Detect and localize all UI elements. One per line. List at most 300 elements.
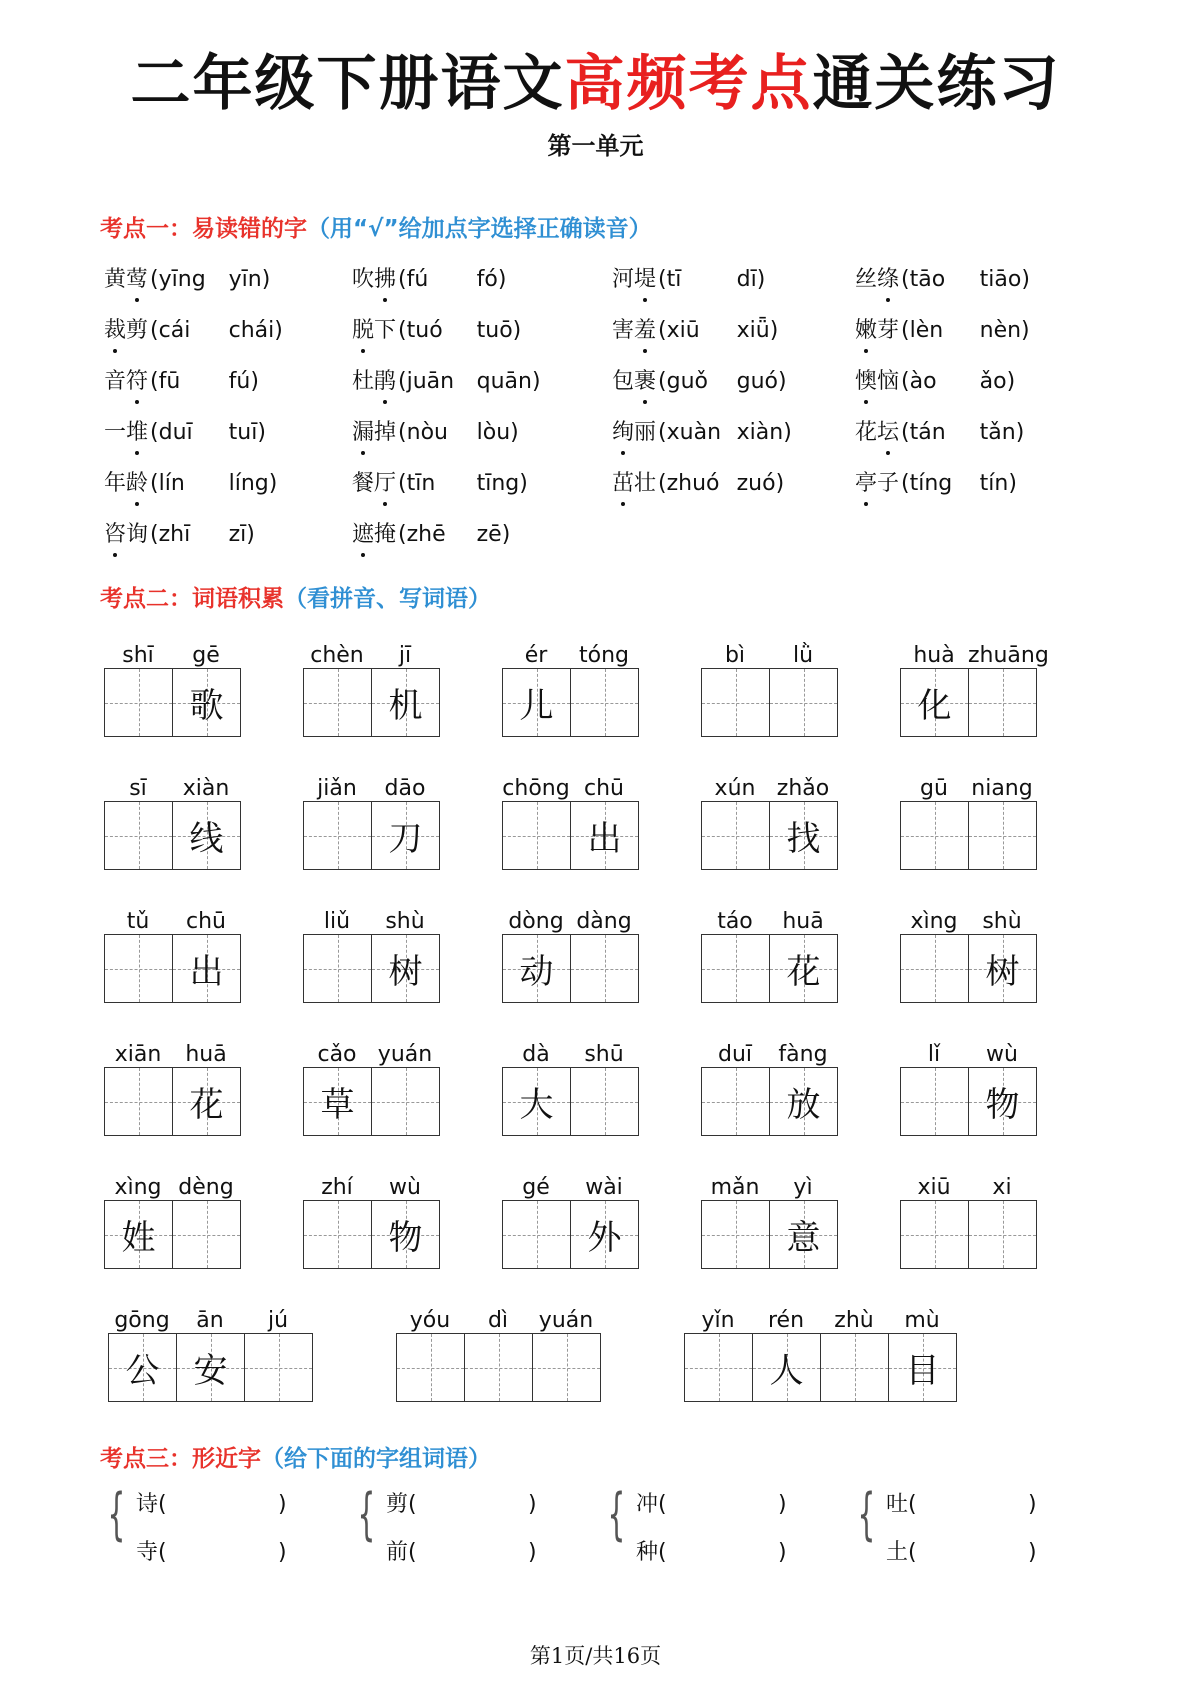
pinyin: chū	[584, 776, 624, 801]
hanzi: 丝	[855, 267, 878, 292]
section-hint: （用“√”给加点字选择正确读音）	[307, 216, 652, 242]
writing-cell[interactable]	[702, 802, 770, 869]
writing-cell	[177, 1334, 245, 1401]
hanzi: 找	[786, 819, 821, 859]
hanzi: 羞	[634, 313, 656, 344]
pinyin-row	[502, 1035, 639, 1067]
tianzige-boxes	[701, 668, 838, 737]
reading-item	[352, 466, 528, 497]
pinyin-options: (cái chái)	[150, 318, 283, 343]
pinyin-option[interactable]: zhī	[158, 522, 191, 547]
page-title	[0, 36, 1191, 122]
paren-open: (	[158, 1492, 167, 1517]
pinyin-row	[900, 902, 1037, 934]
brace-icon: {	[107, 1482, 126, 1547]
pinyin: zhù	[834, 1308, 874, 1333]
word-fill-row	[886, 1485, 1037, 1533]
tianzige-boxes	[502, 1067, 639, 1136]
pinyin-option[interactable]: dī	[736, 267, 757, 292]
pinyin-row	[303, 769, 440, 801]
hanzi: 脱	[352, 313, 374, 344]
pinyin-options: (tíng tín)	[901, 471, 1017, 496]
pinyin: xiàn	[182, 776, 230, 801]
pinyin-options: (nòu lòu)	[398, 420, 519, 445]
word-box-group	[502, 769, 639, 870]
pinyin-row	[701, 769, 838, 801]
writing-cell[interactable]	[821, 1334, 889, 1401]
pinyin-option[interactable]: tīng	[476, 471, 520, 496]
writing-cell	[173, 935, 240, 1002]
tianzige-boxes	[303, 1200, 440, 1269]
pinyin: wù	[986, 1042, 1018, 1067]
pinyin-option[interactable]: lèn	[909, 318, 944, 343]
reading-item	[612, 415, 792, 446]
writing-cell[interactable]	[105, 669, 173, 736]
hanzi: 懊	[855, 364, 877, 395]
writing-cell[interactable]	[304, 669, 372, 736]
answer-blank[interactable]: )	[278, 1492, 287, 1517]
writing-cell[interactable]	[105, 935, 173, 1002]
writing-cell	[503, 935, 571, 1002]
pinyin-option[interactable]: líng	[228, 471, 269, 496]
word-box-group	[701, 1035, 838, 1136]
pinyin-option[interactable]: tuī	[228, 420, 258, 445]
pinyin-row	[303, 1035, 440, 1067]
pinyin-options: (tī dī)	[658, 267, 766, 292]
hanzi: 漏	[352, 415, 374, 446]
pinyin-row	[303, 1168, 440, 1200]
pinyin-option[interactable]: guǒ	[666, 369, 708, 394]
brace-icon: {	[607, 1482, 626, 1547]
writing-cell[interactable]	[969, 1201, 1036, 1268]
pinyin: tǔ	[126, 909, 150, 934]
pinyin: wài	[585, 1175, 623, 1200]
hanzi: 前	[386, 1540, 409, 1565]
writing-cell[interactable]	[304, 935, 372, 1002]
writing-cell[interactable]	[173, 1201, 240, 1268]
writing-cell[interactable]	[571, 1068, 638, 1135]
paren-open: (	[408, 1540, 417, 1565]
tianzige-boxes	[900, 801, 1037, 870]
hanzi: 遮	[352, 517, 374, 548]
pinyin-option[interactable]: tiāo	[979, 267, 1022, 292]
writing-cell[interactable]	[503, 802, 571, 869]
writing-cell	[372, 935, 439, 1002]
pinyin-option[interactable]: cái	[158, 318, 191, 343]
writing-cell[interactable]	[245, 1334, 312, 1401]
hanzi: 丽	[634, 420, 657, 445]
pinyin: yǐn	[701, 1308, 735, 1333]
word-box-group	[502, 1168, 639, 1269]
answer-blank[interactable]: )	[1028, 1492, 1037, 1517]
writing-cell	[372, 1201, 439, 1268]
hanzi: 物	[388, 1218, 423, 1258]
writing-cell[interactable]	[571, 669, 638, 736]
writing-cell[interactable]	[901, 802, 969, 869]
answer-blank[interactable]: )	[528, 1492, 537, 1517]
pinyin: jī	[398, 643, 412, 668]
pinyin-options: (fū fú)	[150, 369, 259, 394]
tianzige-boxes	[108, 1333, 313, 1402]
pinyin: xiū	[917, 1175, 951, 1200]
pinyin: fàng	[778, 1042, 828, 1067]
hanzi: 壮	[634, 471, 657, 496]
reading-item	[104, 517, 255, 548]
paren-open: (	[658, 1492, 667, 1517]
word-fill-row	[636, 1485, 787, 1533]
hanzi: 裹	[634, 364, 656, 395]
hanzi: 黄	[104, 267, 127, 292]
pinyin: chèn	[310, 643, 364, 668]
writing-cell	[969, 935, 1036, 1002]
hanzi: 掉	[374, 420, 397, 445]
tianzige-boxes	[502, 801, 639, 870]
word-box-group	[104, 1168, 241, 1269]
pinyin: xiān	[114, 1042, 162, 1067]
hanzi: 一	[104, 420, 127, 445]
writing-cell	[901, 669, 969, 736]
hanzi: 坛	[877, 415, 899, 446]
writing-cell	[372, 669, 439, 736]
writing-cell	[770, 935, 837, 1002]
hanzi: 餐	[352, 471, 375, 496]
pinyin: tóng	[579, 643, 629, 668]
hanzi: 子	[877, 471, 900, 496]
pinyin-row	[900, 636, 1049, 668]
pinyin-row	[108, 1301, 313, 1333]
pinyin-option[interactable]: fú	[406, 267, 429, 292]
writing-cell	[173, 669, 240, 736]
pinyin-options: (tīn tīng)	[398, 471, 528, 496]
pinyin-option[interactable]: xiū	[666, 318, 700, 343]
reading-item	[104, 415, 266, 446]
tianzige-boxes	[684, 1333, 957, 1402]
hanzi: 目	[905, 1351, 940, 1391]
writing-cell[interactable]	[702, 935, 770, 1002]
pinyin: mù	[904, 1308, 940, 1333]
word-box-group	[701, 769, 838, 870]
writing-cell[interactable]	[465, 1334, 533, 1401]
answer-blank[interactable]: )	[778, 1492, 787, 1517]
pinyin-option[interactable]: tǎn	[979, 420, 1016, 445]
pinyin-option[interactable]: juān	[406, 369, 455, 394]
pinyin-options: (guǒ guó)	[658, 369, 787, 394]
writing-cell[interactable]	[105, 802, 173, 869]
pinyin-options: (lèn nèn)	[901, 318, 1030, 343]
section-hint: （看拼音、写词语）	[284, 586, 491, 612]
pinyin-option[interactable]: tuó	[406, 318, 443, 343]
pinyin-options: (lín líng)	[150, 471, 278, 496]
hanzi: 询	[126, 522, 149, 547]
hanzi: 堤	[634, 262, 656, 293]
word-fill-row	[386, 1485, 537, 1533]
tianzige-boxes	[701, 801, 838, 870]
pinyin-row	[502, 769, 639, 801]
hanzi: 剪	[126, 318, 149, 343]
pinyin-option[interactable]: xiàn	[736, 420, 784, 445]
title-highlight: 高频考点	[564, 49, 813, 119]
reading-item	[612, 262, 765, 293]
word-box-group	[701, 1168, 838, 1269]
reading-item	[352, 364, 541, 395]
pinyin-option[interactable]: lòu	[476, 420, 511, 445]
paren-open: (	[908, 1492, 917, 1517]
hanzi: 下	[374, 318, 397, 343]
hanzi: 花	[786, 952, 821, 992]
reading-item	[855, 466, 1017, 497]
hanzi: 咨	[104, 517, 126, 548]
tianzige-boxes	[900, 1200, 1037, 1269]
pinyin: chōng	[502, 776, 570, 801]
pinyin-row	[396, 1301, 601, 1333]
tianzige-boxes	[900, 1067, 1037, 1136]
writing-cell[interactable]	[702, 669, 770, 736]
hanzi: 树	[985, 952, 1020, 992]
pinyin-options: (duī tuī)	[150, 420, 266, 445]
writing-cell[interactable]	[901, 1201, 969, 1268]
answer-blank[interactable]: )	[778, 1540, 787, 1565]
pinyin-option[interactable]: chái	[228, 318, 275, 343]
pinyin-option[interactable]: yīn	[228, 267, 262, 292]
pinyin-option[interactable]: tán	[909, 420, 946, 445]
writing-cell[interactable]	[503, 1201, 571, 1268]
pinyin-options: (juān quān)	[398, 369, 541, 394]
hanzi: 安	[193, 1351, 228, 1391]
pinyin: sī	[129, 776, 147, 801]
pinyin-options: (zhē zē)	[398, 522, 511, 547]
writing-cell[interactable]	[304, 1201, 372, 1268]
tianzige-boxes	[303, 1067, 440, 1136]
writing-cell[interactable]	[685, 1334, 753, 1401]
writing-cell	[105, 1201, 173, 1268]
reading-item	[352, 313, 521, 344]
pinyin-option[interactable]: nèn	[979, 318, 1022, 343]
pinyin-option[interactable]: zī	[228, 522, 247, 547]
hanzi: 机	[388, 686, 423, 726]
pinyin: lǜ	[792, 643, 814, 668]
writing-cell	[770, 1068, 837, 1135]
pinyin: gē	[192, 643, 220, 668]
word-box-group	[303, 902, 440, 1003]
pinyin: chū	[186, 909, 226, 934]
hanzi: 茁	[612, 466, 634, 497]
writing-cell[interactable]	[397, 1334, 465, 1401]
reading-item	[855, 364, 1015, 395]
pinyin-option[interactable]: tuō	[476, 318, 513, 343]
pinyin: táo	[717, 909, 753, 934]
tianzige-boxes	[502, 1200, 639, 1269]
pinyin-options: (yīng yīn)	[150, 267, 271, 292]
paren-open: (	[658, 1540, 667, 1565]
pinyin-option[interactable]: zē	[476, 522, 502, 547]
tianzige-boxes	[900, 668, 1037, 737]
pinyin: shù	[385, 909, 425, 934]
section-label: 考点三：形近字	[100, 1446, 261, 1472]
writing-cell[interactable]	[533, 1334, 600, 1401]
word-box-group	[900, 636, 1049, 737]
writing-cell[interactable]	[105, 1068, 173, 1135]
hanzi: 龄	[126, 466, 148, 497]
word-box-group	[701, 902, 838, 1003]
writing-cell[interactable]	[969, 669, 1036, 736]
answer-blank[interactable]: )	[1028, 1540, 1037, 1565]
word-box-group	[900, 902, 1037, 1003]
tianzige-boxes	[502, 668, 639, 737]
pinyin-option[interactable]: duī	[158, 420, 193, 445]
pinyin: dàng	[576, 909, 632, 934]
tianzige-boxes	[104, 934, 241, 1003]
pinyin: mǎn	[710, 1175, 760, 1200]
tianzige-boxes	[303, 801, 440, 870]
pinyin: liǔ	[323, 909, 351, 934]
hanzi: 草	[320, 1085, 355, 1125]
pinyin-option[interactable]: quān	[476, 369, 532, 394]
word-box-group	[684, 1301, 957, 1402]
writing-cell[interactable]	[702, 1201, 770, 1268]
word-box-group	[701, 636, 838, 737]
reading-item	[352, 517, 510, 548]
hanzi: 种	[636, 1540, 659, 1565]
word-box-group	[502, 902, 639, 1003]
hanzi: 物	[985, 1085, 1020, 1125]
reading-item	[104, 364, 259, 395]
page-footer: 第1页/共16页	[529, 1644, 662, 1668]
tianzige-boxes	[396, 1333, 601, 1402]
pinyin-option[interactable]: xuàn	[666, 420, 722, 445]
hanzi: 外	[587, 1218, 622, 1258]
pinyin-option[interactable]: ào	[909, 369, 937, 394]
pinyin: shī	[122, 643, 154, 668]
pinyin: bì	[724, 643, 746, 668]
pinyin-option[interactable]: tín	[979, 471, 1009, 496]
word-box-group	[104, 1035, 241, 1136]
answer-blank[interactable]: )	[278, 1540, 287, 1565]
hanzi: 鹃	[374, 364, 396, 395]
hanzi: 刀	[388, 819, 423, 859]
pinyin: dòng	[508, 909, 564, 934]
writing-cell[interactable]	[372, 1068, 439, 1135]
paren-open: (	[408, 1492, 417, 1517]
hanzi: 莺	[126, 262, 148, 293]
pinyin-option[interactable]: fū	[158, 369, 181, 394]
word-box-group	[900, 1035, 1037, 1136]
hanzi: 嫩	[855, 313, 877, 344]
hanzi: 亭	[855, 466, 877, 497]
pinyin: cǎo	[317, 1042, 357, 1067]
pinyin-option[interactable]: ǎo	[979, 369, 1007, 394]
word-fill-row	[386, 1533, 537, 1581]
reading-item	[855, 313, 1030, 344]
writing-cell[interactable]	[571, 935, 638, 1002]
pinyin: xìng	[114, 1175, 162, 1200]
pinyin-row	[502, 636, 639, 668]
writing-cell[interactable]	[901, 1068, 969, 1135]
reading-item	[352, 415, 519, 446]
hanzi: 化	[917, 686, 952, 726]
pinyin-option[interactable]: fú	[228, 369, 251, 394]
hanzi: 冲	[636, 1492, 659, 1517]
pinyin-option[interactable]: yīng	[158, 267, 206, 292]
pinyin: huā	[185, 1042, 227, 1067]
writing-cell	[173, 802, 240, 869]
word-box-group	[396, 1301, 601, 1402]
writing-cell	[571, 802, 638, 869]
answer-blank[interactable]: )	[528, 1540, 537, 1565]
word-box-group	[502, 636, 639, 737]
pinyin-option[interactable]: zhuó	[666, 471, 720, 496]
pinyin-option[interactable]: tīn	[406, 471, 436, 496]
pinyin-option[interactable]: tī	[666, 267, 682, 292]
hanzi: 吹	[352, 267, 375, 292]
pinyin: gū	[920, 776, 948, 801]
pinyin-options: (fú fó)	[398, 267, 507, 292]
pinyin-option[interactable]: tāo	[909, 267, 946, 292]
word-box-group	[108, 1301, 313, 1402]
pinyin-row	[104, 769, 241, 801]
pinyin: huā	[782, 909, 824, 934]
tianzige-boxes	[104, 1067, 241, 1136]
hanzi: 拂	[374, 262, 396, 293]
writing-cell	[503, 1068, 571, 1135]
pinyin-row	[701, 902, 838, 934]
pinyin: gōng	[114, 1308, 170, 1333]
hanzi: 人	[769, 1351, 804, 1391]
pinyin-option[interactable]: lín	[158, 471, 185, 496]
pinyin-option[interactable]: tíng	[909, 471, 953, 496]
writing-cell[interactable]	[702, 1068, 770, 1135]
writing-cell	[173, 1068, 240, 1135]
tianzige-boxes	[104, 668, 241, 737]
hanzi: 意	[786, 1218, 821, 1258]
pinyin-option[interactable]: xiǖ	[736, 318, 770, 343]
pinyin: gé	[522, 1175, 550, 1200]
hanzi: 掩	[374, 522, 397, 547]
section-label: 考点一：易读错的字	[100, 216, 307, 242]
pinyin-option[interactable]: zhē	[406, 522, 446, 547]
word-box-group	[900, 769, 1037, 870]
hanzi: 花	[189, 1085, 224, 1125]
writing-cell[interactable]	[969, 802, 1036, 869]
pinyin-row	[303, 636, 440, 668]
word-box-group	[502, 1035, 639, 1136]
hanzi: 公	[125, 1351, 160, 1391]
writing-cell[interactable]	[901, 935, 969, 1002]
writing-cell[interactable]	[304, 802, 372, 869]
reading-item	[104, 313, 283, 344]
pinyin: jiǎn	[317, 776, 357, 801]
hanzi: 出	[189, 952, 224, 992]
pinyin-options: (tuó tuō)	[398, 318, 522, 343]
pinyin-option[interactable]: fó	[476, 267, 498, 292]
pinyin-options: (xuàn xiàn)	[658, 420, 792, 445]
tianzige-boxes	[701, 934, 838, 1003]
writing-cell	[889, 1334, 956, 1401]
writing-cell	[770, 1201, 837, 1268]
pinyin-option[interactable]: nòu	[406, 420, 448, 445]
reading-item	[612, 313, 778, 344]
hanzi: 诗	[136, 1492, 159, 1517]
pinyin-option[interactable]: zuó	[736, 471, 776, 496]
word-fill-row	[886, 1533, 1037, 1581]
hanzi: 吐	[886, 1492, 909, 1517]
pinyin-option[interactable]: guó	[736, 369, 778, 394]
writing-cell	[770, 802, 837, 869]
writing-cell[interactable]	[770, 669, 837, 736]
tianzige-boxes	[303, 668, 440, 737]
reading-item	[855, 415, 1024, 446]
writing-cell	[503, 669, 571, 736]
pinyin-row	[701, 1168, 838, 1200]
